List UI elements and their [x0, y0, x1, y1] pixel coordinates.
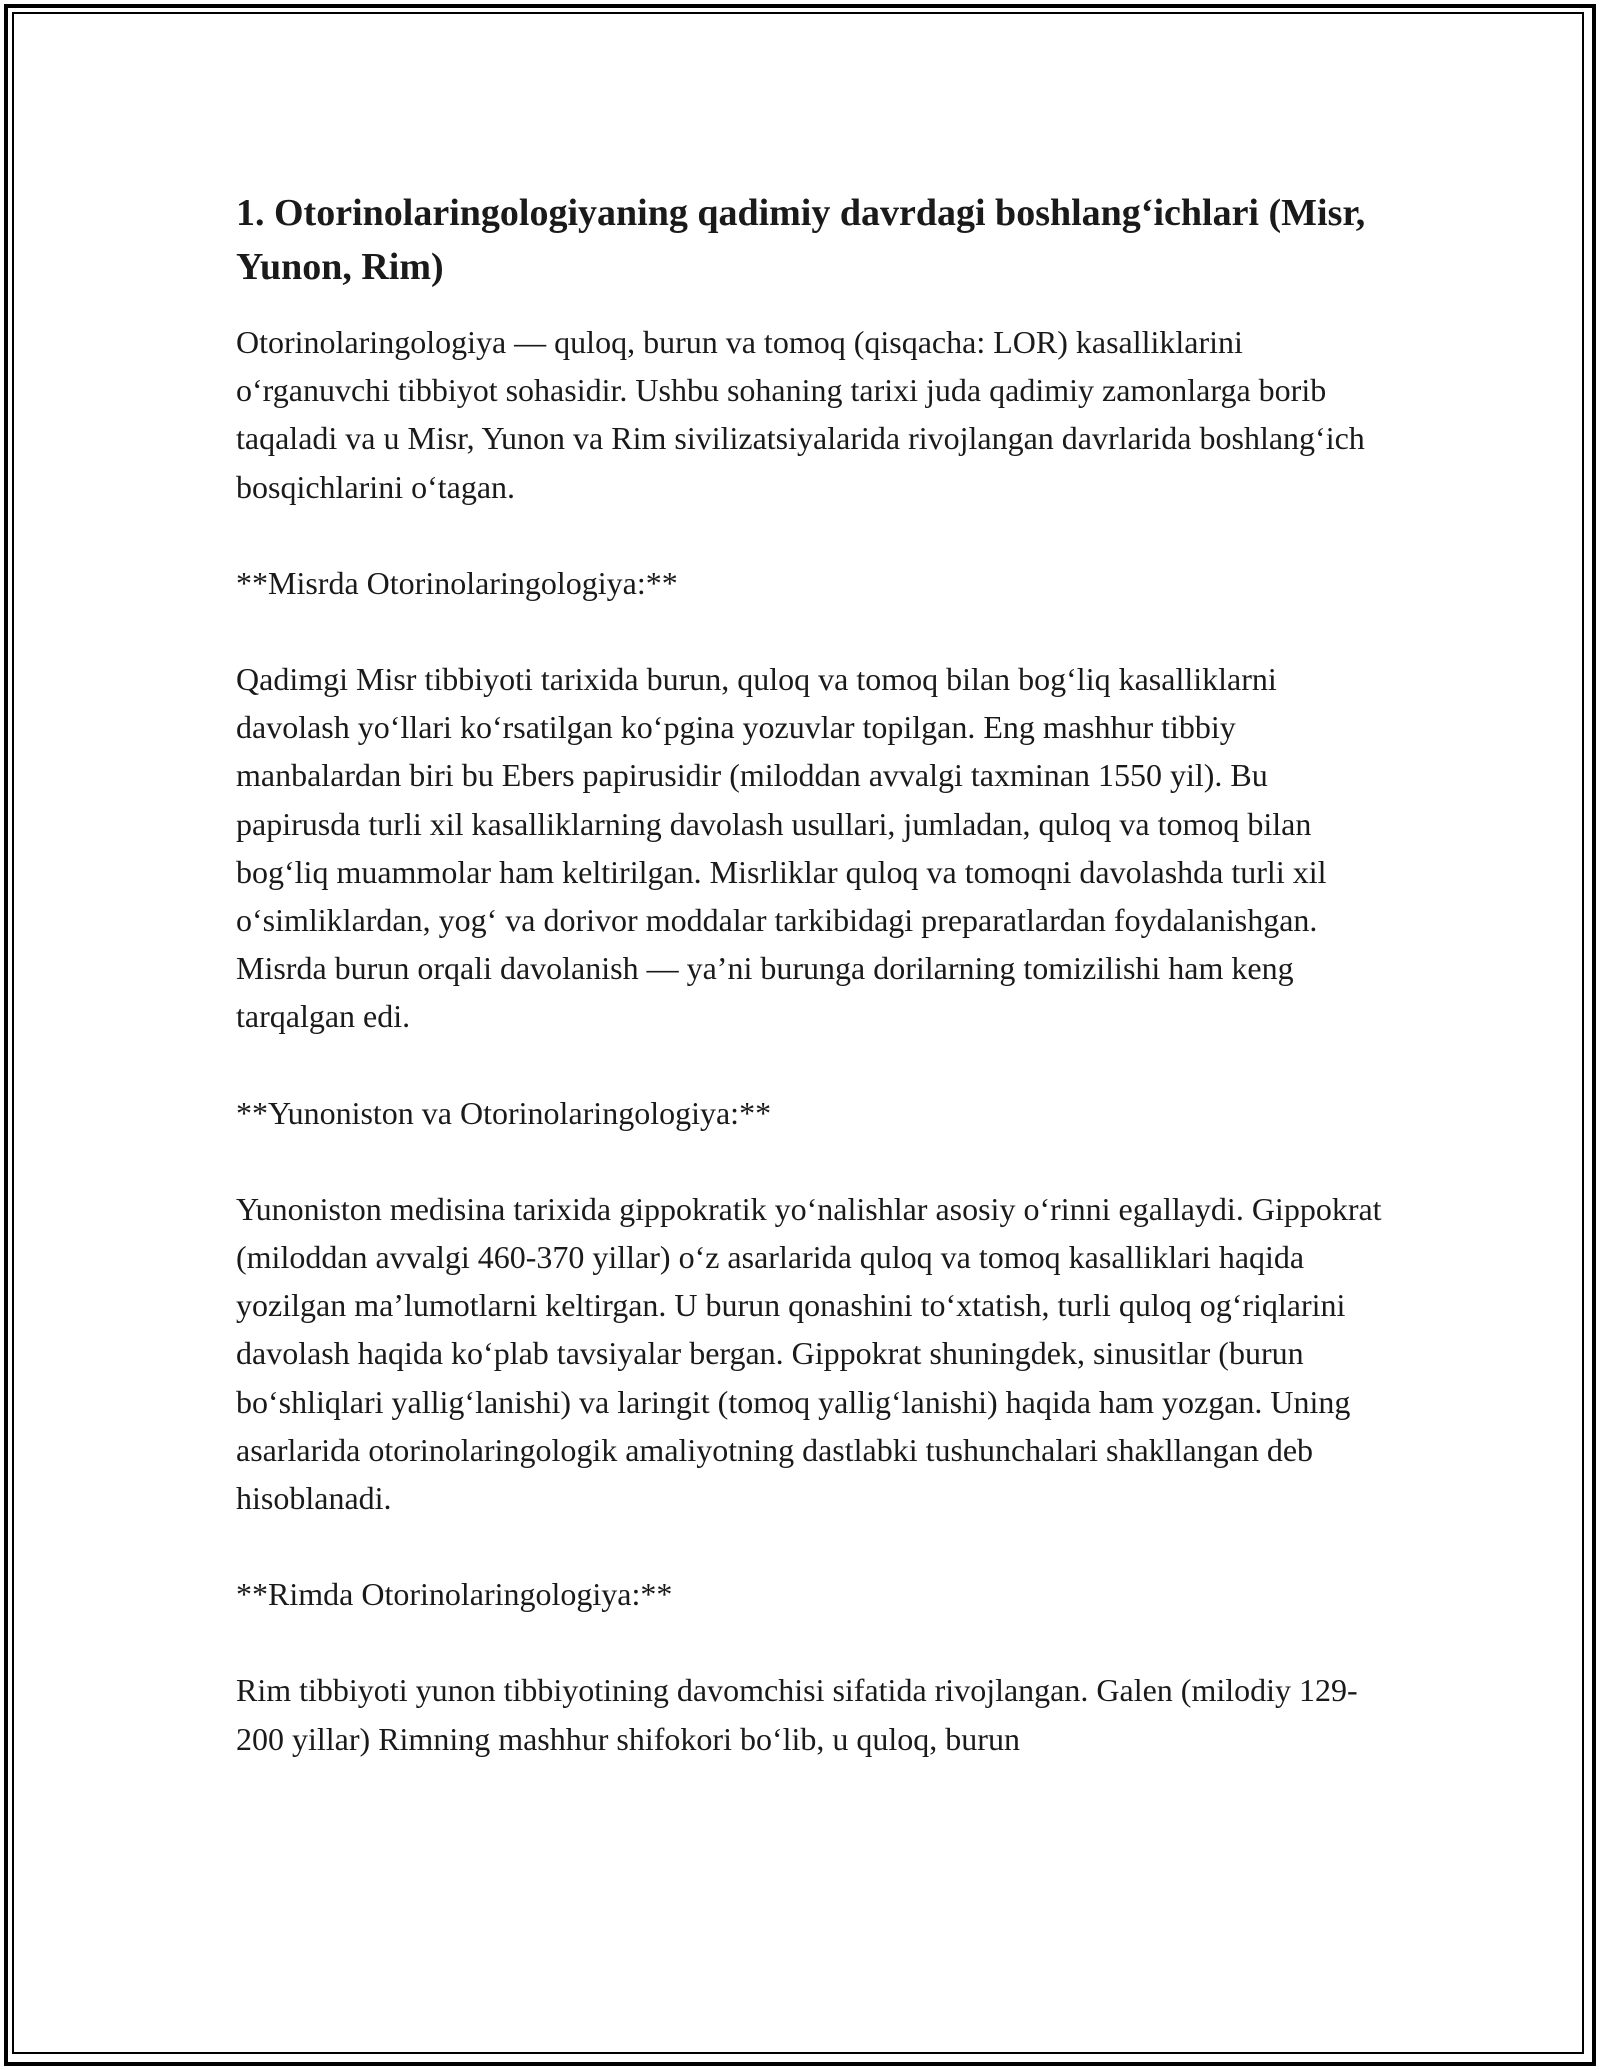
section-heading-rim: **Rimda Otorinolaringologiya:**: [236, 1576, 673, 1613]
section-heading-yunoniston: **Yunoniston va Otorinolaringologiya:**: [236, 1094, 772, 1131]
section-body-misr: Qadimgi Misr tibbiyoti tarixida burun, quloq va tomoq bilan bog‘liq kasalliklarni davolash yo‘llari ko‘rsatilgan ko‘pgina yozuvlar topilgan. Eng mashhur tibbiy manbalardan biri bu Ebers papirusidir (miloddan avvalgi taxminan 1550 yil). Bu papirusda turli xil kasalliklarning davolash usullari, jumladan, quloq va tomoq bilan bog‘liq muammolar ham keltirilgan. Misrliklar quloq va tomoqni davolashda turli xil o‘simliklardan, yog‘ va dorivor moddalar tarkibidagi preparatlardan foydalanishgan. Misrda burun orqali davolanish — ya’ni burunga dorilarning tomizilishi ham keng tarqalgan edi.: [236, 661, 1327, 1035]
section-body-yunoniston: Yunoniston medisina tarixida gippokratik yo‘nalishlar asosiy o‘rinni egallaydi. Gippokrat (miloddan avvalgi 460-370 yillar) o‘z asarlarida quloq va tomoq kasalliklari haqida yozilgan ma’lumotlarni keltirgan. U burun qonashini to‘xtatish, turli quloq og‘riqlarini davolash haqida ko‘plab tavsiyalar bergan. Gippokrat shuningdek, sinusitlar (burun bo‘shliqlari yallig‘lanishi) va laringit (tomoq yallig‘lanishi) haqida ham yozgan. Uning asarlarida otorinolaringologik amaliyotning dastlabki tushunchalari shakllangan deb hisoblanadi.: [236, 1190, 1382, 1517]
spacer: [236, 511, 1386, 559]
spacer: [236, 1522, 1386, 1570]
spacer: [236, 1041, 1386, 1089]
document-title: 1. Otorinolaringologiyaning qadimiy davrdagi boshlang‘ichlari (Misr, Yunon, Rim): [236, 192, 1366, 288]
section-body-rim: Rim tibbiyoti yunon tibbiyotining davomchisi sifatida rivojlangan. Galen (milodiy 129-200 yillar) Rimning mashhur shifokori bo‘lib, u quloq, burun: [236, 1672, 1358, 1757]
document-body: [236, 186, 1386, 1763]
spacer: [236, 607, 1386, 655]
spacer: [236, 1137, 1386, 1185]
section-heading-misr: **Misrda Otorinolaringologiya:**: [236, 564, 678, 601]
intro-paragraph: Otorinolaringologiya — quloq, burun va tomoq (qisqacha: LOR) kasalliklarini o‘rganuvchi tibbiyot sohasidir. Ushbu sohaning tarixi juda qadimiy zamonlarga borib taqaladi va u Misr, Yunon va Rim sivilizatsiyalarida rivojlangan davrlarida boshlang‘ich bosqichlarini o‘tagan.: [236, 324, 1365, 505]
spacer: [236, 1618, 1386, 1666]
